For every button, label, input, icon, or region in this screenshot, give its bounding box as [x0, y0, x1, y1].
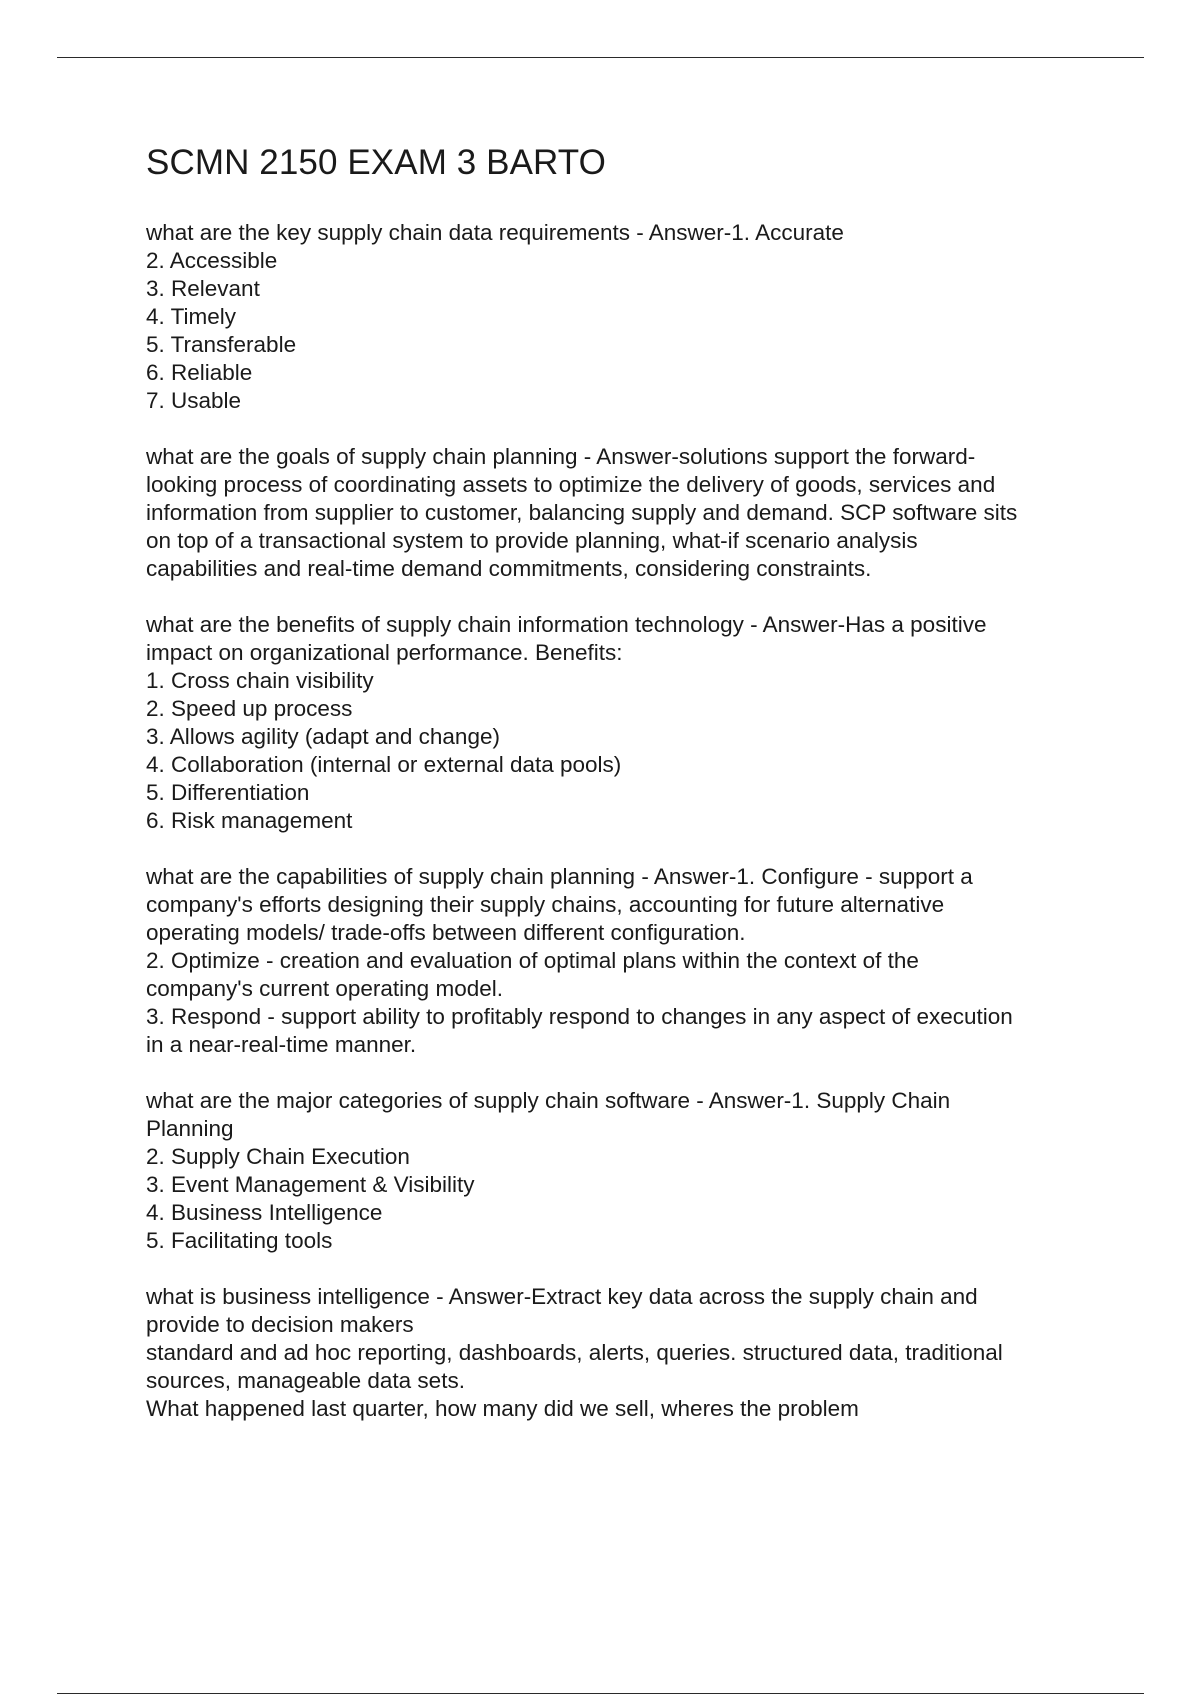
answer-line: looking process of coordinating assets to optimize the delivery of goods, services and	[146, 472, 996, 497]
answer-line: 5. Transferable	[146, 332, 297, 357]
question-line: what are the key supply chain data requirements - Answer-1. Accurate	[146, 220, 844, 245]
answer-line: 4. Collaboration (internal or external data pools)	[146, 752, 622, 777]
question-line: what are the goals of supply chain planning - Answer-solutions support the forward-	[146, 444, 976, 469]
answer-line: What happened last quarter, how many did we sell, wheres the problem	[146, 1396, 859, 1421]
answer-line: company's current operating model.	[146, 976, 503, 1001]
answer-line: 6. Risk management	[146, 808, 353, 833]
question-line: what are the capabilities of supply chain planning - Answer-1. Configure - support a	[146, 864, 973, 889]
answer-line: company's efforts designing their supply chains, accounting for future alternative	[146, 892, 945, 917]
answer-line: standard and ad hoc reporting, dashboards, alerts, queries. structured data, traditional	[146, 1340, 1003, 1365]
answer-line: capabilities and real-time demand commitments, considering constraints.	[146, 556, 872, 581]
answer-line: on top of a transactional system to provide planning, what-if scenario analysis	[146, 528, 918, 553]
answer-line: operating models/ trade-offs between different configuration.	[146, 920, 746, 945]
answer-line: 3. Relevant	[146, 276, 260, 301]
qa-entry	[146, 1283, 1106, 1423]
question-line: what are the major categories of supply chain software - Answer-1. Supply Chain	[146, 1088, 951, 1113]
answer-line: information from supplier to customer, balancing supply and demand. SCP software sits	[146, 500, 1018, 525]
bottom-rule	[57, 1693, 1144, 1694]
answer-line: Planning	[146, 1116, 234, 1141]
answer-line: 2. Accessible	[146, 248, 278, 273]
qa-entry	[146, 443, 1106, 583]
qa-entry	[146, 863, 1106, 1059]
answer-line: 5. Facilitating tools	[146, 1228, 333, 1253]
answer-line: impact on organizational performance. Benefits:	[146, 640, 623, 665]
answer-line: 7. Usable	[146, 388, 242, 413]
qa-entry	[146, 1087, 1106, 1255]
answer-line: 3. Allows agility (adapt and change)	[146, 724, 500, 749]
answer-line: 2. Optimize - creation and evaluation of optimal plans within the context of the	[146, 948, 919, 973]
qa-entry	[146, 611, 1106, 835]
answer-line: 3. Respond - support ability to profitably respond to changes in any aspect of execution	[146, 1004, 1013, 1029]
answer-line: 2. Supply Chain Execution	[146, 1144, 410, 1169]
top-rule	[57, 57, 1144, 58]
answer-line: 1. Cross chain visibility	[146, 668, 374, 693]
answer-line: in a near-real-time manner.	[146, 1032, 417, 1057]
document-body	[146, 143, 1106, 1451]
answer-line: 4. Timely	[146, 304, 237, 329]
answer-line: 3. Event Management & Visibility	[146, 1172, 475, 1197]
answer-line: provide to decision makers	[146, 1312, 414, 1337]
qa-list	[146, 219, 1106, 1423]
answer-line: 4. Business Intelligence	[146, 1200, 383, 1225]
question-line: what is business intelligence - Answer-Extract key data across the supply chain and	[146, 1284, 978, 1309]
question-line: what are the benefits of supply chain information technology - Answer-Has a positive	[146, 612, 987, 637]
answer-line: sources, manageable data sets.	[146, 1368, 465, 1393]
answer-line: 6. Reliable	[146, 360, 253, 385]
answer-line: 5. Differentiation	[146, 780, 310, 805]
qa-entry	[146, 219, 1106, 415]
answer-line: 2. Speed up process	[146, 696, 353, 721]
page-title: SCMN 2150 EXAM 3 BARTO	[146, 143, 606, 182]
